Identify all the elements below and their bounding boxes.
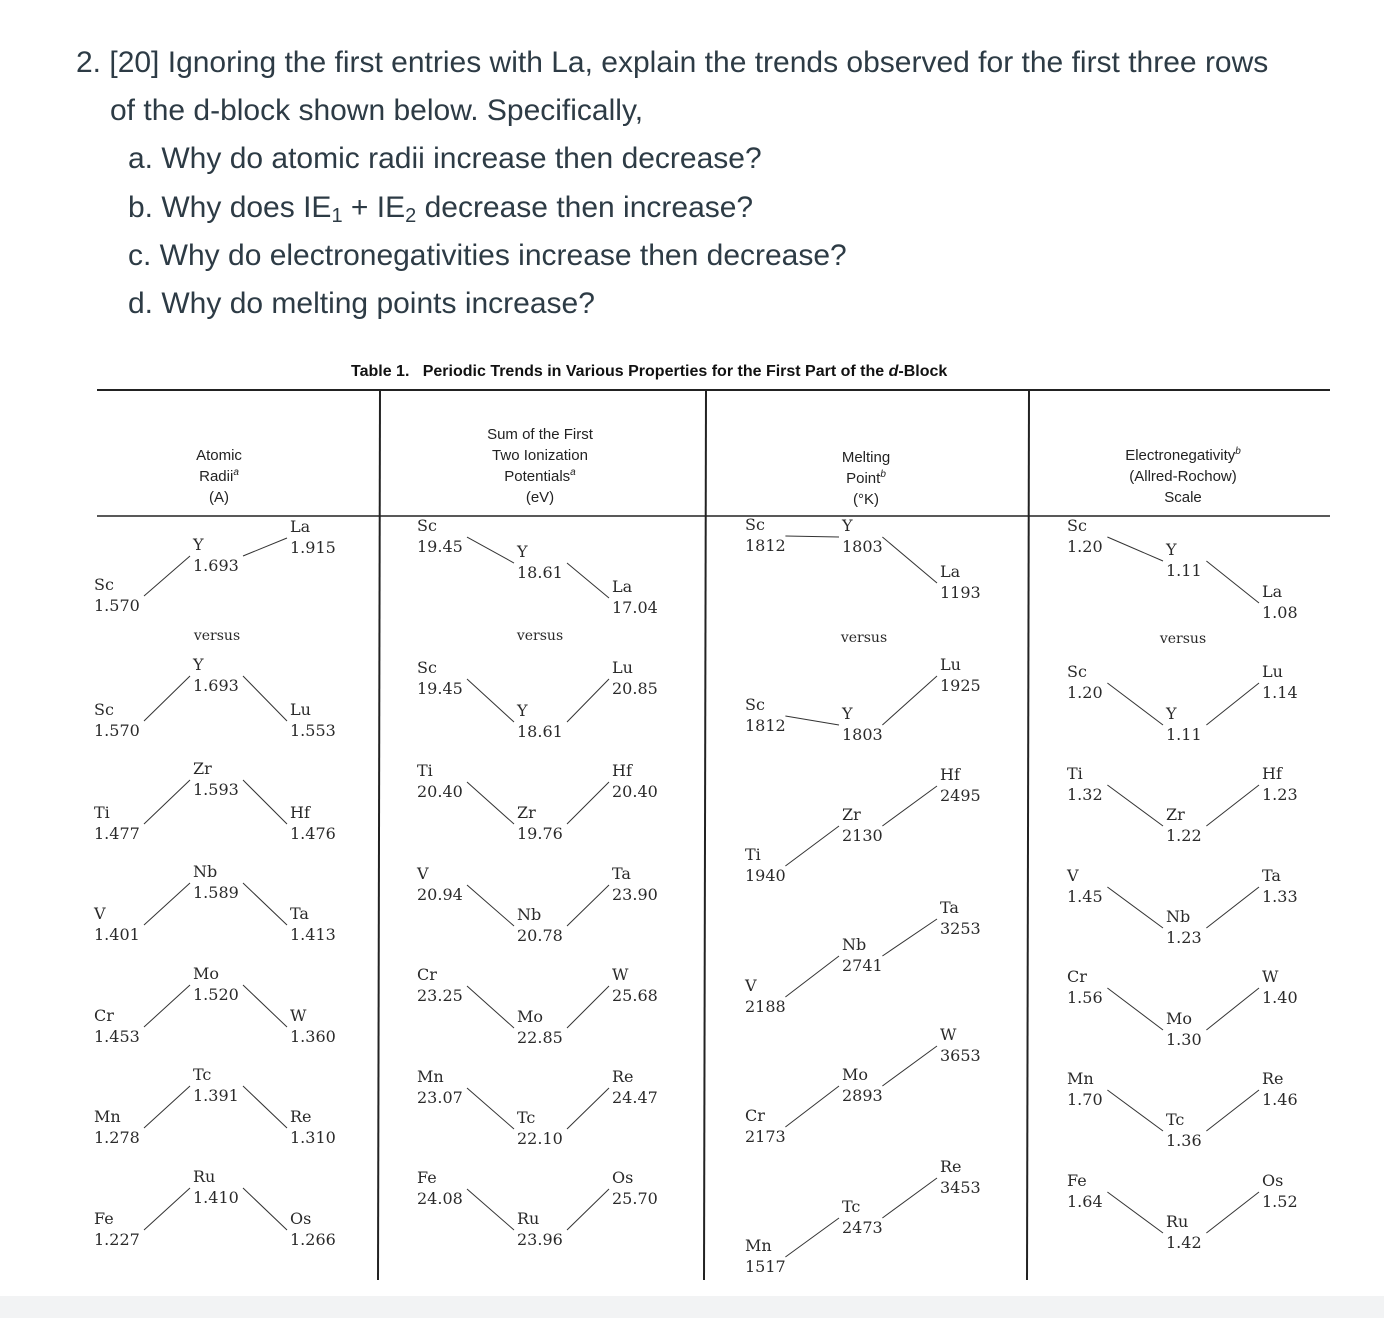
mp-group-1-symbol-sc: Sc [745, 695, 765, 714]
en-group-4-symbol-mo: Mo [1166, 1009, 1193, 1028]
ie-top-trend-line-2 [567, 563, 609, 598]
mp-group-4-value-mo: 2893 [842, 1086, 883, 1105]
en-group-4-trend-line-1 [1107, 988, 1163, 1030]
en-group-3-symbol-v: V [1067, 866, 1079, 885]
mp-group-2-value-hf: 2495 [940, 786, 981, 805]
en-group-5-trend-line-1 [1107, 1090, 1163, 1131]
en-group-2-symbol-hf: Hf [1262, 764, 1282, 783]
ie-group-3-trend-line-1 [467, 885, 514, 926]
ie-group-6-trend-line-1 [467, 1189, 514, 1230]
ie-group-6-symbol-os: Os [612, 1168, 634, 1187]
en-group-5-symbol-re: Re [1262, 1069, 1284, 1088]
radii-group-3-value-nb: 1.589 [193, 883, 239, 902]
en-group-3-symbol-ta: Ta [1262, 866, 1281, 885]
ie-group-5-trend-line-2 [567, 1088, 609, 1129]
mp-group-3-symbol-nb: Nb [842, 935, 867, 954]
ie-group-2-symbol-ti: Ti [417, 761, 433, 780]
en-group-3-value-v: 1.45 [1067, 887, 1103, 906]
ie-group-3-trend-line-2 [567, 885, 609, 926]
radii-group-2-value-hf: 1.476 [290, 824, 336, 843]
radii-group-2-symbol-zr: Zr [193, 759, 212, 778]
mp-group-3-trend-line-2 [882, 919, 937, 956]
mp-group-1-value-lu: 1925 [940, 676, 981, 695]
column-divider-2 [704, 390, 706, 1280]
ie-group-2-symbol-zr: Zr [517, 803, 536, 822]
ie-group-4-value-mo: 22.85 [517, 1028, 563, 1047]
en-versus-label: versus [1159, 631, 1207, 647]
en-top-value-la: 1.08 [1262, 603, 1298, 622]
radii-group-3-symbol-v: V [94, 904, 106, 923]
ie-group-3-symbol-ta: Ta [612, 864, 631, 883]
en-group-4-value-mo: 1.30 [1166, 1030, 1202, 1049]
radii-group-5-symbol-tc: Tc [193, 1065, 212, 1084]
mp-group-1-trend-line-2 [882, 676, 937, 725]
radii-group-1-symbol-lu: Lu [290, 700, 311, 719]
radii-group-2-value-zr: 1.593 [193, 780, 239, 799]
mp-group-3-symbol-v: V [745, 976, 757, 995]
ie-group-1-trend-line-2 [567, 679, 609, 722]
mp-group-5-trend-line-1 [785, 1218, 839, 1257]
radii-group-3-value-ta: 1.413 [290, 925, 336, 944]
ie-top-value-sc: 19.45 [417, 537, 463, 556]
ie-group-4-symbol-w: W [612, 965, 629, 984]
radii-group-2-symbol-hf: Hf [290, 803, 310, 822]
mp-group-1-value-sc: 1812 [745, 716, 786, 735]
mp-group-1-trend-line-1 [785, 716, 839, 725]
ie-group-3-symbol-nb: Nb [517, 905, 542, 924]
radii-group-5-symbol-mn: Mn [94, 1107, 121, 1126]
ie-group-6-symbol-fe: Fe [417, 1168, 437, 1187]
mp-top-symbol-sc: Sc [745, 515, 765, 534]
ie-top-symbol-sc: Sc [417, 516, 437, 535]
ie-group-4-value-cr: 23.25 [417, 986, 463, 1005]
en-top-trend-line-1 [1107, 537, 1163, 561]
subquestion-d: d. Why do melting points increase? [128, 287, 595, 320]
en-group-5-symbol-tc: Tc [1166, 1110, 1185, 1129]
mp-group-2-trend-line-1 [785, 826, 839, 866]
radii-group-4-symbol-w: W [290, 1006, 307, 1025]
mp-top-value-y: 1803 [842, 537, 883, 556]
radii-top-trend-line-2 [243, 538, 287, 556]
mp-group-4-symbol-w: W [940, 1025, 957, 1044]
ie-group-6-symbol-ru: Ru [517, 1209, 540, 1228]
mp-group-3-trend-line-1 [785, 956, 839, 997]
mp-group-2-trend-line-2 [882, 786, 937, 826]
radii-group-4-value-w: 1.360 [290, 1027, 336, 1046]
ie-group-2-trend-line-1 [467, 782, 514, 824]
ie-group-1-trend-line-1 [467, 679, 514, 722]
radii-group-4-value-mo: 1.520 [193, 985, 239, 1004]
radii-group-4-trend-line-1 [144, 985, 190, 1027]
mp-versus-label: versus [840, 630, 888, 646]
ie-group-4-trend-line-1 [467, 986, 514, 1028]
mp-group-1-symbol-y: Y [842, 704, 853, 723]
mp-top-value-sc: 1812 [745, 536, 786, 555]
en-group-6-value-ru: 1.42 [1166, 1233, 1202, 1252]
en-top-value-y: 1.11 [1166, 561, 1202, 580]
mp-top-trend-line-1 [785, 536, 839, 537]
ie-versus-label: versus [516, 628, 564, 644]
en-top-symbol-la: La [1262, 582, 1283, 601]
question-heading-cont: of the d-block shown below. Specifically, [110, 94, 644, 127]
radii-top-trend-line-1 [144, 556, 190, 596]
subquestion-c: c. Why do electronegativities increase then decrease? [128, 239, 847, 272]
mp-group-4-value-cr: 2173 [745, 1127, 786, 1146]
radii-group-1-symbol-y: Y [193, 655, 204, 674]
radii-group-3-symbol-ta: Ta [290, 904, 309, 923]
ie-group-2-value-zr: 19.76 [517, 824, 563, 843]
ie-group-3-value-nb: 20.78 [517, 926, 563, 945]
en-group-1-symbol-sc: Sc [1067, 662, 1087, 681]
mp-group-2-symbol-hf: Hf [940, 765, 960, 784]
ie-group-2-value-hf: 20.40 [612, 782, 658, 801]
radii-group-6-symbol-os: Os [290, 1209, 312, 1228]
en-group-1-value-lu: 1.14 [1262, 683, 1298, 702]
radii-group-1-value-sc: 1.570 [94, 721, 140, 740]
en-group-4-symbol-cr: Cr [1067, 967, 1087, 986]
ie-group-2-trend-line-2 [567, 782, 609, 824]
en-group-6-trend-line-2 [1206, 1192, 1259, 1233]
radii-group-6-value-ru: 1.410 [193, 1188, 239, 1207]
en-group-1-symbol-lu: Lu [1262, 662, 1283, 681]
radii-group-6-symbol-fe: Fe [94, 1209, 114, 1228]
radii-top-symbol-y: Y [193, 535, 204, 554]
radii-group-6-symbol-ru: Ru [193, 1167, 216, 1186]
radii-top-value-sc: 1.570 [94, 596, 140, 615]
ie-group-5-symbol-mn: Mn [417, 1067, 444, 1086]
ie-group-5-value-tc: 22.10 [517, 1129, 563, 1148]
subquestion-b: b. Why does $IE_1 + IE_2$ decrease then increase? [128, 191, 754, 227]
en-group-5-trend-line-2 [1206, 1090, 1259, 1131]
radii-group-3-trend-line-1 [144, 883, 190, 925]
en-group-1-value-y: 1.11 [1166, 725, 1202, 744]
en-group-3-value-nb: 1.23 [1166, 928, 1202, 947]
en-group-4-symbol-w: W [1262, 967, 1279, 986]
radii-group-3-value-v: 1.401 [94, 925, 140, 944]
ie-group-4-value-w: 25.68 [612, 986, 658, 1005]
ie-group-1-symbol-lu: Lu [612, 658, 633, 677]
ie-group-6-trend-line-2 [567, 1189, 609, 1230]
ie-top-symbol-la: La [612, 577, 633, 596]
header-melting-point: Melting Point$^b$ (°K) [841, 449, 891, 508]
en-group-2-value-hf: 1.23 [1262, 785, 1298, 804]
mp-group-5-symbol-re: Re [940, 1157, 962, 1176]
mp-group-5-trend-line-2 [882, 1178, 937, 1218]
question-heading: 2. [20] Ignoring the first entries with La, explain the trends observed for the first three rows [76, 46, 1269, 79]
en-group-3-value-ta: 1.33 [1262, 887, 1298, 906]
ie-top-value-la: 17.04 [612, 598, 658, 617]
radii-group-1-value-lu: 1.553 [290, 721, 336, 740]
en-top-value-sc: 1.20 [1067, 537, 1103, 556]
en-group-2-symbol-zr: Zr [1166, 805, 1185, 824]
radii-top-symbol-la: La [290, 517, 311, 536]
en-group-6-trend-line-1 [1107, 1192, 1163, 1233]
en-top-symbol-y: Y [1166, 540, 1177, 559]
ie-top-value-y: 18.61 [517, 563, 563, 582]
radii-versus-label: versus [193, 628, 241, 644]
en-group-5-value-tc: 1.36 [1166, 1131, 1202, 1150]
en-top-symbol-sc: Sc [1067, 516, 1087, 535]
radii-group-5-value-re: 1.310 [290, 1128, 336, 1147]
en-group-4-trend-line-2 [1206, 988, 1259, 1030]
radii-group-3-symbol-nb: Nb [193, 862, 218, 881]
en-group-2-symbol-ti: Ti [1067, 764, 1083, 783]
mp-group-3-symbol-ta: Ta [940, 898, 959, 917]
mp-top-trend-line-2 [882, 537, 937, 583]
mp-group-1-value-y: 1803 [842, 725, 883, 744]
radii-group-5-symbol-re: Re [290, 1107, 312, 1126]
en-group-5-value-re: 1.46 [1262, 1090, 1298, 1109]
ie-group-2-value-ti: 20.40 [417, 782, 463, 801]
radii-group-2-symbol-ti: Ti [94, 803, 110, 822]
mp-top-value-la: 1193 [940, 583, 981, 602]
radii-group-1-value-y: 1.693 [193, 676, 239, 695]
ie-group-3-value-v: 20.94 [417, 885, 463, 904]
ie-group-1-value-y: 18.61 [517, 722, 563, 741]
ie-group-5-value-mn: 23.07 [417, 1088, 463, 1107]
en-group-6-symbol-ru: Ru [1166, 1212, 1189, 1231]
page-footer-band [0, 1296, 1384, 1318]
en-group-3-symbol-nb: Nb [1166, 907, 1191, 926]
en-group-2-value-zr: 1.22 [1166, 826, 1202, 845]
mp-group-5-value-re: 3453 [940, 1178, 981, 1197]
mp-group-5-value-tc: 2473 [842, 1218, 883, 1237]
ie-group-4-trend-line-2 [567, 986, 609, 1028]
radii-group-2-trend-line-1 [144, 780, 190, 824]
ie-group-5-trend-line-1 [467, 1088, 514, 1129]
radii-group-6-value-fe: 1.227 [94, 1230, 140, 1249]
en-group-5-symbol-mn: Mn [1067, 1069, 1094, 1088]
header-atomic-radii: Atomic Radii$^a$ (A) [196, 447, 242, 506]
en-top-trend-line-2 [1206, 561, 1259, 603]
en-group-2-trend-line-2 [1206, 785, 1259, 826]
column-divider-1 [378, 390, 380, 1280]
en-group-3-trend-line-1 [1107, 887, 1163, 928]
en-group-4-value-cr: 1.56 [1067, 988, 1103, 1007]
mp-group-3-value-ta: 3253 [940, 919, 981, 938]
ie-group-1-symbol-sc: Sc [417, 658, 437, 677]
mp-group-4-value-w: 3653 [940, 1046, 981, 1065]
mp-group-2-symbol-zr: Zr [842, 805, 861, 824]
radii-top-symbol-sc: Sc [94, 575, 114, 594]
ie-group-5-value-re: 24.47 [612, 1088, 658, 1107]
ie-top-symbol-y: Y [517, 542, 528, 561]
en-group-3-trend-line-2 [1206, 887, 1259, 928]
radii-group-6-trend-line-1 [144, 1188, 190, 1230]
en-group-2-trend-line-1 [1107, 785, 1163, 826]
radii-group-6-trend-line-2 [243, 1188, 287, 1230]
ie-group-6-value-os: 25.70 [612, 1189, 658, 1208]
radii-top-value-y: 1.693 [193, 556, 239, 575]
radii-group-4-symbol-mo: Mo [193, 964, 220, 983]
mp-group-2-symbol-ti: Ti [745, 845, 761, 864]
en-group-6-symbol-fe: Fe [1067, 1171, 1087, 1190]
en-group-1-trend-line-2 [1206, 683, 1259, 725]
radii-group-5-value-mn: 1.278 [94, 1128, 140, 1147]
mp-group-4-trend-line-1 [785, 1086, 839, 1127]
radii-top-value-la: 1.915 [290, 538, 336, 557]
radii-group-3-trend-line-2 [243, 883, 287, 925]
mp-group-3-value-v: 2188 [745, 997, 786, 1016]
en-group-2-value-ti: 1.32 [1067, 785, 1103, 804]
en-group-4-value-w: 1.40 [1262, 988, 1298, 1007]
header-ionization: Sum of the First Two Ionization Potentials$^a$ (eV) [487, 426, 593, 506]
header-electronegativity: Electronegativity$^b$ (Allred-Rochow) Scale [1125, 446, 1241, 506]
mp-group-2-value-ti: 1940 [745, 866, 786, 885]
radii-group-1-trend-line-1 [144, 676, 190, 721]
ie-top-trend-line-1 [467, 537, 514, 563]
radii-group-2-trend-line-2 [243, 780, 287, 824]
mp-group-2-value-zr: 2130 [842, 826, 883, 845]
radii-group-2-value-ti: 1.477 [94, 824, 140, 843]
mp-group-3-value-nb: 2741 [842, 956, 883, 975]
radii-group-5-value-tc: 1.391 [193, 1086, 239, 1105]
ie-group-4-symbol-cr: Cr [417, 965, 437, 984]
radii-group-5-trend-line-2 [243, 1086, 287, 1128]
ie-group-4-symbol-mo: Mo [517, 1007, 544, 1026]
en-group-6-value-os: 1.52 [1262, 1192, 1298, 1211]
ie-group-1-symbol-y: Y [517, 701, 528, 720]
mp-top-symbol-la: La [940, 562, 961, 581]
ie-group-1-value-sc: 19.45 [417, 679, 463, 698]
subquestion-a: a. Why do atomic radii increase then decrease? [128, 142, 762, 175]
ie-group-3-symbol-v: V [417, 864, 429, 883]
mp-group-4-trend-line-2 [882, 1046, 937, 1086]
ie-group-6-value-ru: 23.96 [517, 1230, 563, 1249]
en-group-5-value-mn: 1.70 [1067, 1090, 1103, 1109]
radii-group-5-trend-line-1 [144, 1086, 190, 1128]
radii-group-6-value-os: 1.266 [290, 1230, 336, 1249]
mp-top-symbol-y: Y [842, 516, 853, 535]
ie-group-5-symbol-tc: Tc [517, 1108, 536, 1127]
en-group-6-symbol-os: Os [1262, 1171, 1284, 1190]
mp-group-5-symbol-tc: Tc [842, 1197, 861, 1216]
mp-group-5-symbol-mn: Mn [745, 1236, 772, 1255]
table-title: Table 1. Periodic Trends in Various Properties for the First Part of the d-Block [351, 363, 948, 380]
ie-group-6-value-fe: 24.08 [417, 1189, 463, 1208]
en-group-1-value-sc: 1.20 [1067, 683, 1103, 702]
en-group-6-value-fe: 1.64 [1067, 1192, 1103, 1211]
column-divider-3 [1027, 390, 1029, 1280]
radii-group-1-trend-line-2 [243, 676, 287, 721]
ie-group-2-symbol-hf: Hf [612, 761, 632, 780]
mp-group-4-symbol-mo: Mo [842, 1065, 869, 1084]
mp-group-4-symbol-cr: Cr [745, 1106, 765, 1125]
ie-group-1-value-lu: 20.85 [612, 679, 658, 698]
en-group-1-symbol-y: Y [1166, 704, 1177, 723]
ie-group-5-symbol-re: Re [612, 1067, 634, 1086]
en-group-1-trend-line-1 [1107, 683, 1163, 725]
radii-group-4-trend-line-2 [243, 985, 287, 1027]
radii-group-4-symbol-cr: Cr [94, 1006, 114, 1025]
mp-group-5-value-mn: 1517 [745, 1257, 786, 1276]
radii-group-1-symbol-sc: Sc [94, 700, 114, 719]
ie-group-3-value-ta: 23.90 [612, 885, 658, 904]
mp-group-1-symbol-lu: Lu [940, 655, 961, 674]
radii-group-4-value-cr: 1.453 [94, 1027, 140, 1046]
